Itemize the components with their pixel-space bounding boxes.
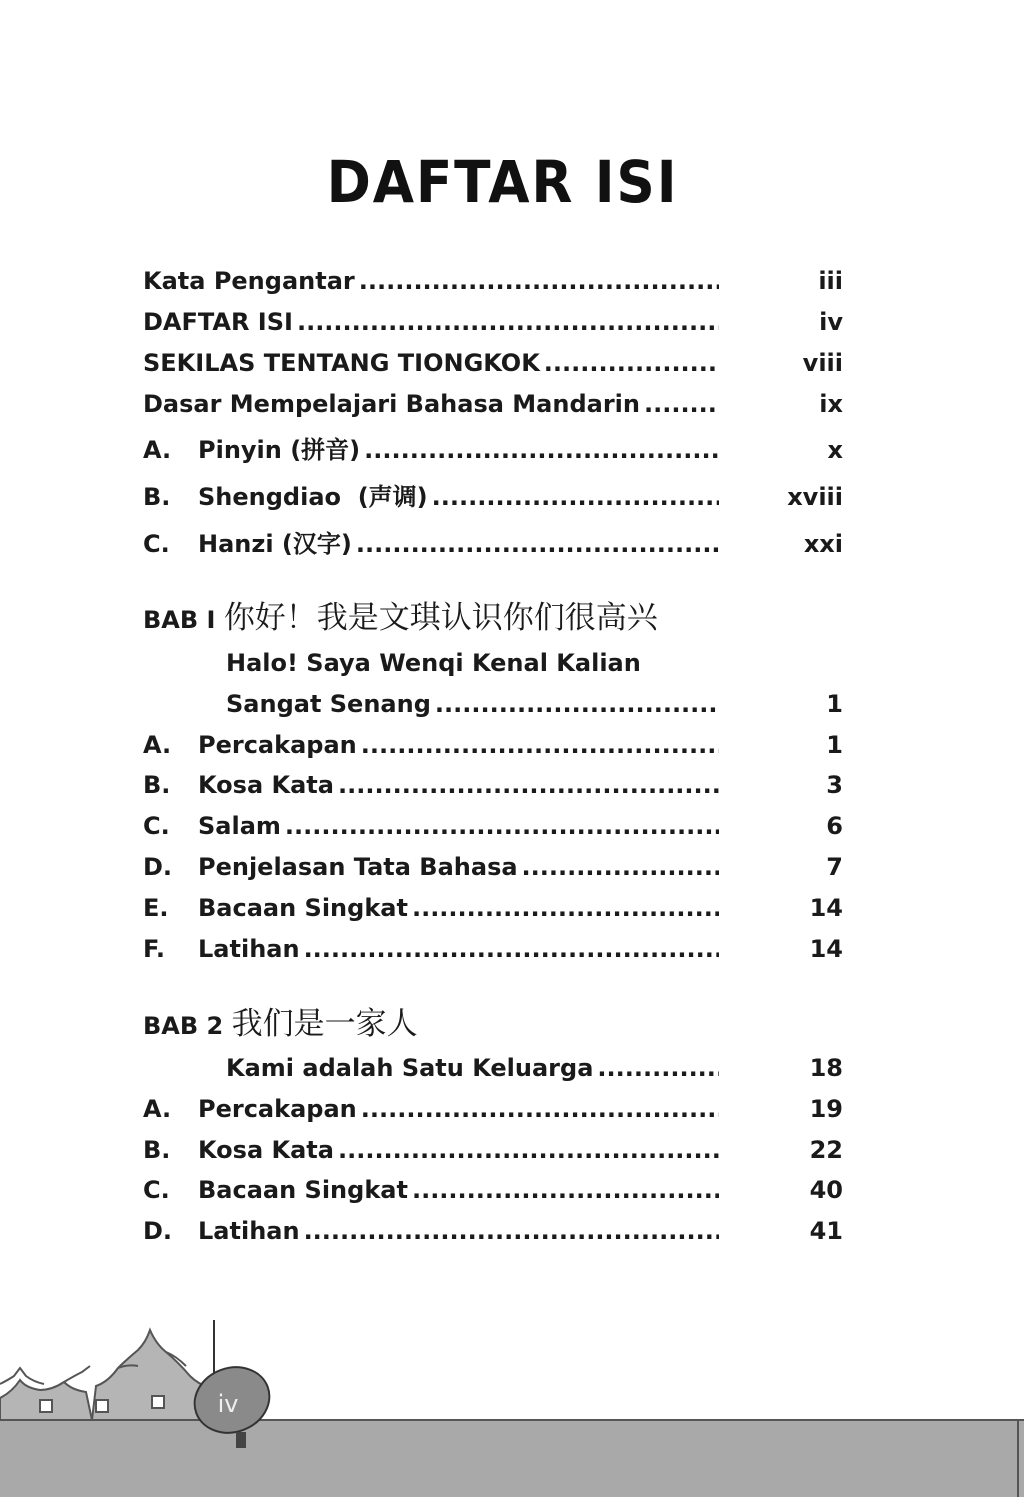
- leader-dots: [338, 767, 719, 803]
- toc-entry[interactable]: [143, 727, 843, 763]
- toc-entry-letter: C.: [143, 1176, 170, 1204]
- toc-entry-page: xxi: [803, 530, 843, 558]
- toc-entry-label: Percakapan: [198, 731, 357, 759]
- toc-entry-page: x: [827, 436, 843, 464]
- toc-entry-label: Shengdiao (声调): [198, 483, 428, 511]
- toc-entry-letter: B.: [143, 771, 171, 799]
- toc-entry[interactable]: [143, 808, 843, 844]
- toc-entry-label: Kata Pengantar: [143, 267, 355, 295]
- toc-entry[interactable]: [143, 526, 843, 562]
- toc-entry-page: 7: [826, 853, 843, 881]
- leader-dots: [644, 386, 719, 422]
- toc-entry-label: Hanzi (汉字): [198, 530, 352, 558]
- toc-entry-letter: B.: [143, 483, 171, 511]
- leader-dots: [522, 849, 719, 885]
- chapter-prefix: BAB 2: [143, 1012, 224, 1040]
- toc-entry[interactable]: [143, 386, 843, 422]
- toc-entry-letter: D.: [143, 853, 173, 881]
- page-title: DAFTAR ISI: [326, 148, 679, 216]
- toc-entry-page: 6: [826, 812, 843, 840]
- toc-entry-page: 18: [809, 1054, 843, 1082]
- toc-entry[interactable]: [143, 931, 843, 967]
- toc-entry-page: iv: [819, 308, 843, 336]
- toc-entry-label: Latihan: [198, 935, 300, 963]
- toc-entry-letter: A.: [143, 731, 172, 759]
- toc-entry-label: Kami adalah Satu Keluarga: [226, 1054, 594, 1082]
- toc-entry-letter: A.: [143, 1095, 172, 1123]
- toc-entry-page: xviii: [787, 483, 843, 511]
- leader-dots: [435, 686, 719, 722]
- toc-entry[interactable]: [143, 263, 843, 299]
- toc-entry-letter: E.: [143, 894, 169, 922]
- toc-entry-label: Pinyin (拼音): [198, 436, 361, 464]
- toc-entry-label: DAFTAR ISI: [143, 308, 293, 336]
- toc-entry-label: Percakapan: [198, 1095, 357, 1123]
- toc-entry-label: SEKILAS TENTANG TIONGKOK: [143, 349, 540, 377]
- chapter-subtitle: Halo! Saya Wenqi Kenal Kalian: [226, 649, 641, 677]
- page-number: iv: [217, 1390, 239, 1418]
- lantern-tassel-icon: [236, 1432, 246, 1448]
- toc-entry-letter: C.: [143, 812, 170, 840]
- leader-dots: [364, 432, 719, 468]
- leader-dots: [356, 526, 719, 562]
- toc-entry-page: 1: [826, 690, 843, 718]
- chapter-chinese-title: 你好！我是文琪认识你们很高兴: [223, 600, 658, 636]
- leader-dots: [304, 931, 719, 967]
- leader-dots: [297, 304, 719, 340]
- toc-entry-page: 14: [809, 935, 843, 963]
- toc-entry-label: Bacaan Singkat: [198, 894, 408, 922]
- toc-entry-page: 41: [809, 1217, 843, 1245]
- toc-entry-label: Bacaan Singkat: [198, 1176, 408, 1204]
- toc-entry-label: Kosa Kata: [198, 771, 334, 799]
- toc-entry[interactable]: [226, 686, 843, 722]
- leader-dots: [432, 479, 719, 515]
- leader-dots: [304, 1213, 719, 1249]
- toc-entry[interactable]: [143, 1091, 843, 1127]
- toc-entry-label: Sangat Senang: [226, 690, 431, 718]
- toc-entry-letter: A.: [143, 436, 172, 464]
- toc-entry-page: viii: [802, 349, 843, 377]
- chapter-heading[interactable]: [143, 1006, 418, 1044]
- toc-entry[interactable]: [143, 1172, 843, 1208]
- toc-entry[interactable]: [143, 345, 843, 381]
- toc-entry-label: Penjelasan Tata Bahasa: [198, 853, 518, 881]
- leader-dots: [361, 1091, 719, 1127]
- toc-entry-letter: B.: [143, 1136, 171, 1164]
- toc-entry[interactable]: [143, 1213, 843, 1249]
- toc-entry-label: Latihan: [198, 1217, 300, 1245]
- toc-entry-page: ix: [819, 390, 843, 418]
- toc-entry-page: 14: [809, 894, 843, 922]
- toc-entry[interactable]: [143, 479, 843, 515]
- toc-entry[interactable]: [226, 1050, 843, 1086]
- toc-entry[interactable]: [143, 432, 843, 468]
- toc-entry[interactable]: [143, 890, 843, 926]
- toc-entry-page: iii: [818, 267, 843, 295]
- leader-dots: [544, 345, 719, 381]
- toc-entry[interactable]: [143, 767, 843, 803]
- leader-dots: [597, 1050, 719, 1086]
- toc-entry-page: 3: [826, 771, 843, 799]
- leader-dots: [412, 890, 719, 926]
- toc-entry[interactable]: [143, 304, 843, 340]
- toc-entry-letter: D.: [143, 1217, 173, 1245]
- leader-dots: [285, 808, 719, 844]
- toc-entry[interactable]: [143, 1132, 843, 1168]
- footer-band: [0, 1420, 1024, 1497]
- toc-entry-page: 19: [809, 1095, 843, 1123]
- footer-decoration: [0, 1320, 1024, 1497]
- toc-entry-label: Kosa Kata: [198, 1136, 334, 1164]
- chapter-prefix: BAB I: [143, 606, 216, 634]
- leader-dots: [359, 263, 719, 299]
- toc-entry-letter: C.: [143, 530, 170, 558]
- toc-entry-label: Dasar Mempelajari Bahasa Mandarin: [143, 390, 640, 418]
- leader-dots: [412, 1172, 719, 1208]
- toc-entry-page: 1: [826, 731, 843, 759]
- leader-dots: [361, 727, 719, 763]
- toc-entry-page: 22: [809, 1136, 843, 1164]
- toc-entry[interactable]: [143, 849, 843, 885]
- toc-entry-letter: F.: [143, 935, 165, 963]
- toc-entry-label: Salam: [198, 812, 281, 840]
- chapter-chinese-title: 我们是一家人: [231, 1006, 418, 1042]
- toc-entry-page: 40: [809, 1176, 843, 1204]
- leader-dots: [338, 1132, 719, 1168]
- chapter-heading[interactable]: [143, 600, 658, 638]
